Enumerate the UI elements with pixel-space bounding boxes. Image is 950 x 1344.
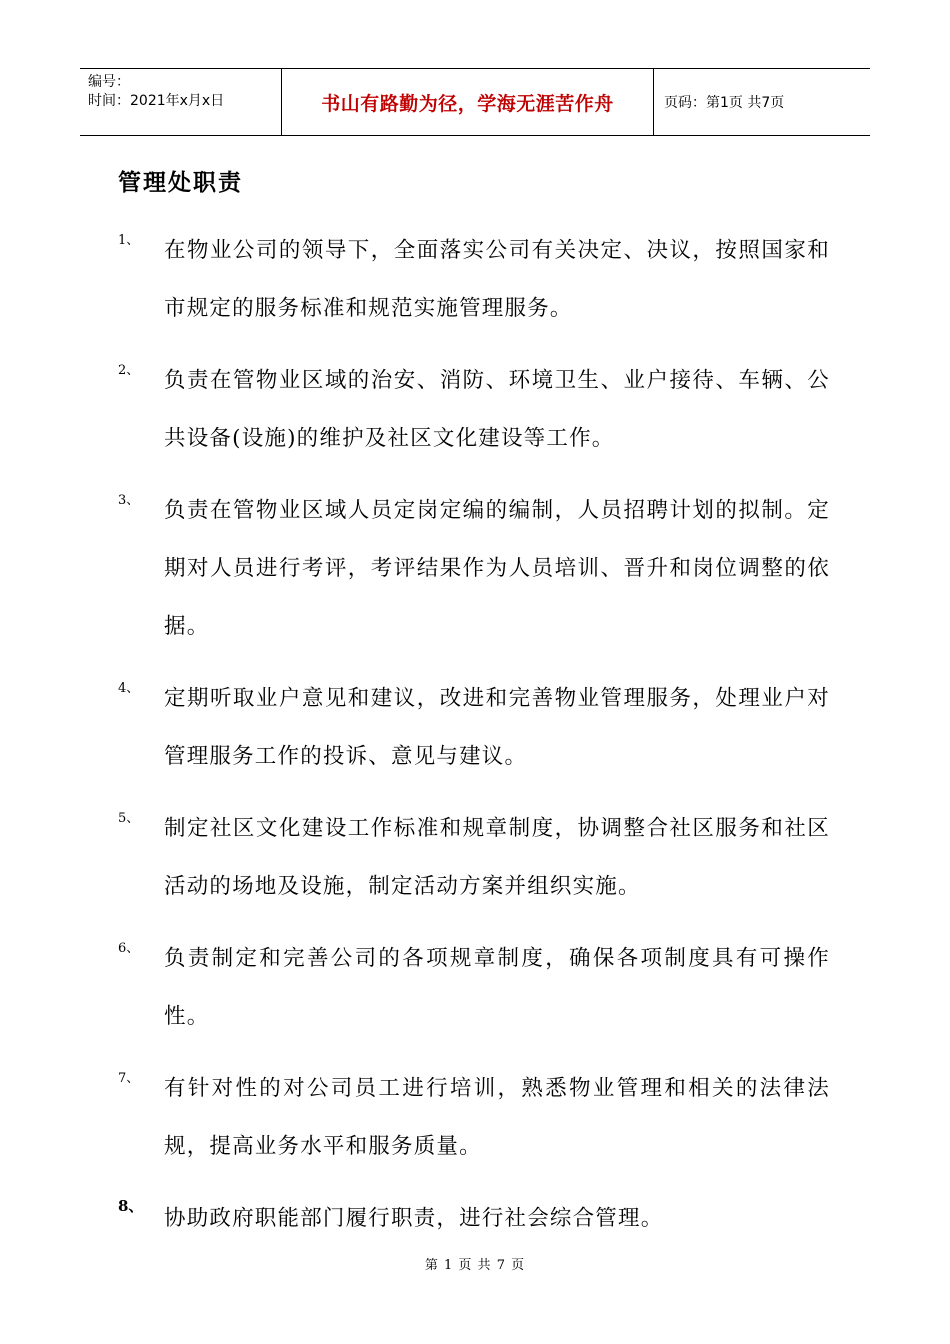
item-number: 2、 [118,363,140,378]
footer-page-number: 第 1 页 共 7 页 [424,1258,526,1273]
item-number: 8、 [118,1197,144,1215]
header-meta [80,69,282,135]
header-page-info: 页码：第1页 共7页 [664,95,785,111]
page-header [80,68,870,136]
item-text: 负责在管物业区域的治安、消防、环境卫生、业户接待、车辆、公共设备(设施)的维护及社区文化建设等工作。 [164,368,830,451]
header-motto: 书山有路勤为径，学海无涯苦作舟 [282,69,654,135]
list-item [118,670,830,786]
item-text: 负责制定和完善公司的各项规章制度，确保各项制度具有可操作性。 [164,946,830,1029]
item-number: 1、 [118,233,140,248]
item-number: 6、 [118,941,140,956]
item-text: 有针对性的对公司员工进行培训，熟悉物业管理和相关的法律法规，提高业务水平和服务质量。 [164,1076,830,1159]
item-text: 协助政府职能部门履行职责，进行社会综合管理。 [164,1206,664,1231]
page-footer [0,1254,950,1273]
item-text: 负责在管物业区域人员定岗定编的编制，人员招聘计划的拟制。定期对人员进行考评，考评结果作为人员培训、晋升和岗位调整的依据。 [164,498,830,639]
item-number: 4、 [118,681,140,696]
list-item [118,930,830,1046]
item-text: 制定社区文化建设工作标准和规章制度，协调整合社区服务和社区活动的场地及设施，制定活动方案并组织实施。 [164,816,830,899]
item-number: 7、 [118,1071,140,1086]
list-item [118,482,830,656]
list-item [118,352,830,468]
list-item [118,222,830,338]
item-number: 3、 [118,493,140,508]
item-number: 5、 [118,811,140,826]
list-item [118,800,830,916]
list-item [118,1060,830,1176]
duty-list [118,222,830,1262]
item-text: 在物业公司的领导下，全面落实公司有关决定、决议，按照国家和市规定的服务标准和规范实施管理服务。 [164,238,830,321]
list-item [118,1190,830,1248]
number-label: 编号： [88,74,130,90]
item-text: 定期听取业户意见和建议，改进和完善物业管理服务，处理业户对管理服务工作的投诉、意见与建议。 [164,686,830,769]
document-title: 管理处职责 [118,170,243,196]
time-label: 时间：2021年x月x日 [88,93,225,109]
